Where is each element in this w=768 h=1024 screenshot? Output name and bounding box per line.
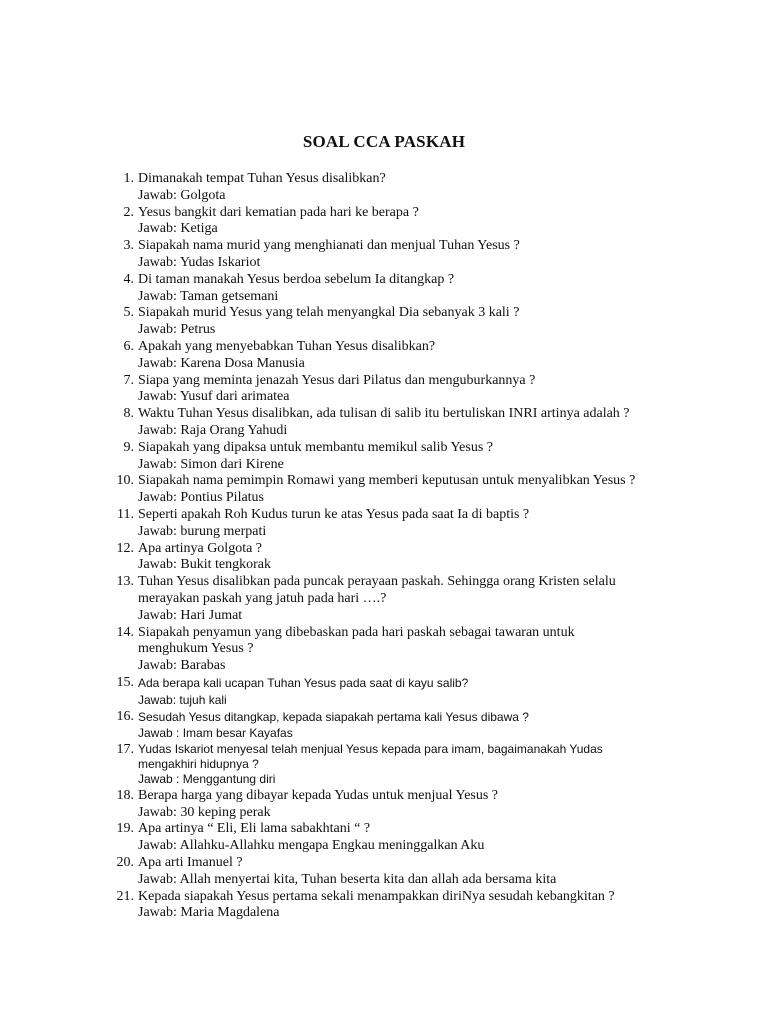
- question-item: [110, 339, 710, 373]
- question-number: 14.: [116, 624, 134, 640]
- question-item: [110, 574, 710, 624]
- question-text: Siapakah penyamun yang dibebaskan pada hari paskah sebagai tawaran untuk: [138, 624, 575, 640]
- question-text-continued: merayakan paskah yang jatuh pada hari ….?: [138, 590, 387, 606]
- answer-text: Jawab: Karena Dosa Manusia: [138, 355, 305, 371]
- question-item: [110, 855, 710, 889]
- question-item: [110, 889, 710, 923]
- question-item: [110, 238, 710, 272]
- question-text: Apa arti Imanuel ?: [138, 855, 243, 871]
- question-number: 11.: [117, 506, 134, 522]
- question-text: Apakah yang menyebabkan Tuhan Yesus disalibkan?: [138, 338, 436, 354]
- question-item: [110, 440, 710, 474]
- answer-text: Jawab: 30 keping perak: [138, 804, 271, 820]
- answer-text: Jawab: Bukit tengkorak: [138, 557, 271, 573]
- question-number: 4.: [123, 271, 134, 287]
- question-text: Di taman manakah Yesus berdoa sebelum Ia ditangkap ?: [138, 271, 455, 287]
- answer-text: Jawab: Maria Magdalena: [138, 905, 280, 921]
- answer-text: Jawab: Barabas: [138, 658, 226, 674]
- answer-text: Jawab: Hari Jumat: [138, 607, 243, 623]
- answer-text: Jawab: Allah menyertai kita, Tuhan beserta kita dan allah ada bersama kita: [138, 871, 557, 887]
- question-text: Apa artinya “ Eli, Eli lama sabakhtani “ ?: [138, 821, 371, 837]
- question-item: [110, 272, 710, 306]
- question-text: Siapakah nama murid yang menghianati dan menjual Tuhan Yesus ?: [138, 238, 520, 254]
- question-text: Dimanakah tempat Tuhan Yesus disalibkan?: [138, 171, 386, 186]
- question-item: [110, 709, 710, 743]
- question-number: 2.: [123, 204, 134, 220]
- answer-text: Jawab: Pontius Pilatus: [138, 490, 265, 506]
- question-item: [110, 205, 710, 239]
- question-item: [110, 675, 710, 709]
- question-text: Seperti apakah Roh Kudus turun ke atas Yesus pada saat Ia di baptis ?: [138, 506, 530, 522]
- question-text: Apa artinya Golgota ?: [138, 540, 263, 556]
- question-number: 9.: [123, 439, 134, 455]
- question-number: 6.: [123, 338, 134, 354]
- question-text: Yudas Iskariot menyesal telah menjual Yesus kepada para imam, bagaimanakah Yudas: [138, 742, 603, 757]
- question-text: Siapakah nama pemimpin Romawi yang memberi keputusan untuk menyalibkan Yesus ?: [138, 473, 636, 489]
- question-item: [110, 406, 710, 440]
- question-number: 17.: [116, 742, 134, 758]
- answer-text: Jawab: Raja Orang Yahudi: [138, 422, 288, 438]
- question-text: Kepada siapakah Yesus pertama sekali menampakkan diriNya sesudah kebangkitan ?: [138, 888, 615, 904]
- answer-text: Jawab: tujuh kali: [138, 692, 227, 707]
- question-number: 19.: [116, 821, 134, 837]
- question-number: 8.: [123, 406, 134, 422]
- question-item: [110, 473, 710, 507]
- question-text: Sesudah Yesus ditangkap, kepada siapakah pertama kali Yesus dibawa ?: [138, 709, 529, 724]
- question-item: [110, 788, 710, 822]
- question-number: 12.: [116, 540, 134, 556]
- question-text: Siapakah murid Yesus yang telah menyangkal Dia sebanyak 3 kali ?: [138, 305, 520, 321]
- answer-text: Jawab: Yusuf dari arimatea: [138, 389, 290, 405]
- question-number: 13.: [116, 574, 134, 590]
- question-text: Ada berapa kali ucapan Tuhan Yesus pada saat di kayu salib?: [138, 675, 469, 690]
- question-item: [110, 742, 710, 788]
- answer-text: Jawab: Yudas Iskariot: [138, 254, 261, 270]
- question-item: [110, 171, 710, 205]
- answer-text: Jawab: Allahku-Allahku mengapa Engkau meninggalkan Aku: [138, 838, 485, 854]
- question-number: 1.: [123, 171, 134, 186]
- question-number: 5.: [123, 305, 134, 321]
- question-text-continued: menghukum Yesus ?: [138, 641, 254, 657]
- answer-text: Jawab: burung merpati: [138, 523, 267, 539]
- question-item: [110, 507, 710, 541]
- question-text: Yesus bangkit dari kematian pada hari ke berapa ?: [138, 204, 419, 220]
- question-number: 7.: [123, 372, 134, 388]
- question-text: Siapakah yang dipaksa untuk membantu memikul salib Yesus ?: [138, 439, 494, 455]
- question-number: 10.: [116, 473, 134, 489]
- question-text: Waktu Tuhan Yesus disalibkan, ada tulisan di salib itu bertuliskan INRI artinya adalah ?: [138, 406, 630, 422]
- question-text-continued: mengakhiri hidupnya ?: [138, 756, 259, 771]
- question-item: [110, 541, 710, 575]
- question-item: [110, 625, 710, 675]
- question-text: Siapa yang meminta jenazah Yesus dari Pilatus dan menguburkannya ?: [138, 372, 536, 388]
- answer-text: Jawab: Simon dari Kirene: [138, 456, 284, 472]
- question-item: [110, 373, 710, 407]
- question-number: 21.: [116, 888, 134, 904]
- answer-text: Jawab: Petrus: [138, 322, 216, 338]
- answer-text: Jawab: Ketiga: [138, 221, 218, 237]
- question-text: Tuhan Yesus disalibkan pada puncak perayaan paskah. Sehingga orang Kristen selalu: [138, 574, 616, 590]
- page-title: SOAL CCA PASKAH: [302, 132, 466, 151]
- answer-text: Jawab : Imam besar Kayafas: [138, 726, 293, 741]
- question-number: 20.: [116, 855, 134, 871]
- question-number: 3.: [123, 238, 134, 254]
- question-number: 16.: [116, 708, 134, 724]
- question-text: Berapa harga yang dibayar kepada Yudas untuk menjual Yesus ?: [138, 787, 499, 803]
- answer-text: Jawab : Menggantung diri: [138, 772, 276, 787]
- answer-text: Jawab: Golgota: [138, 187, 226, 203]
- answer-text: Jawab: Taman getsemani: [138, 288, 279, 304]
- question-item: [110, 821, 710, 855]
- question-list: [110, 171, 710, 922]
- question-item: [110, 305, 710, 339]
- question-number: 15.: [116, 674, 134, 690]
- question-number: 18.: [116, 787, 134, 803]
